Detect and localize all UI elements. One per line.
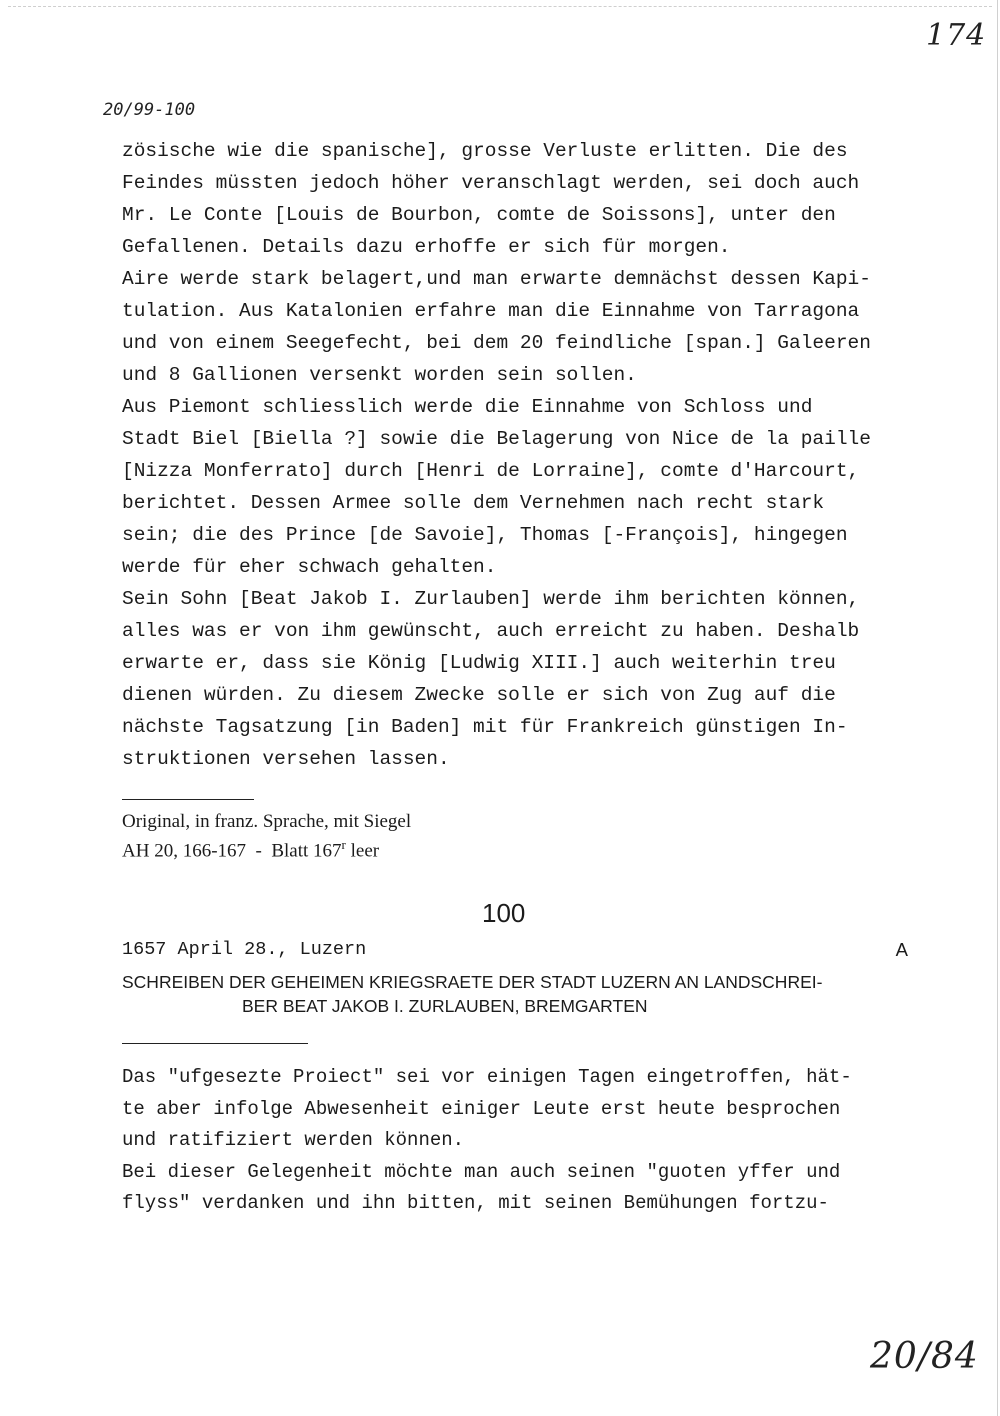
text-line: und 8 Gallionen versenkt worden sein sollen. bbox=[122, 364, 637, 386]
text-line: dienen würden. Zu diesem Zwecke solle er sich von Zug auf die bbox=[122, 684, 836, 706]
summary-paragraph bbox=[122, 135, 922, 775]
scan-edge-top bbox=[8, 6, 992, 8]
text-line: erwarte er, dass sie König [Ludwig XIII.] auch weiterhin treu bbox=[122, 652, 836, 674]
text-line: werde für eher schwach gehalten. bbox=[122, 556, 497, 578]
text-line: struktionen versehen lassen. bbox=[122, 748, 450, 770]
heading-line-1: SCHREIBEN DER GEHEIMEN KRIEGSRAETE DER STADT LUZERN AN LANDSCHREI- bbox=[122, 972, 823, 992]
scan-edge-right bbox=[997, 0, 998, 1416]
source-archive-ref: AH 20, 166-167 - Blatt 167 bbox=[122, 840, 342, 862]
text-line: und ratifiziert werden können. bbox=[122, 1129, 465, 1151]
text-line: Sein Sohn [Beat Jakob I. Zurlauben] werde ihm berichten können, bbox=[122, 588, 860, 610]
text-line: zösische wie die spanische], grosse Verluste erlitten. Die des bbox=[122, 140, 848, 162]
text-line: tulation. Aus Katalonien erfahre man die Einnahme von Tarragona bbox=[122, 300, 860, 322]
text-line: sein; die des Prince [de Savoie], Thomas [-François], hingegen bbox=[122, 524, 848, 546]
text-line: Mr. Le Conte [Louis de Bourbon, comte de Soissons], unter den bbox=[122, 204, 836, 226]
separator-rule bbox=[122, 1043, 308, 1044]
source-leer: leer bbox=[345, 840, 380, 862]
source-note bbox=[122, 810, 412, 862]
dateline bbox=[122, 938, 908, 962]
summary-paragraph-2 bbox=[122, 1062, 922, 1220]
recto-superscript: r bbox=[341, 837, 346, 852]
separator-rule bbox=[122, 799, 254, 800]
text-line: und von einem Seegefecht, bei dem 20 feindliche [span.] Galeeren bbox=[122, 332, 871, 354]
text-line: Bei dieser Gelegenheit möchte man auch seinen "guoten yffer und bbox=[122, 1160, 841, 1183]
text-line: nächste Tagsatzung [in Baden] mit für Frankreich günstigen In- bbox=[122, 716, 848, 738]
text-line: Aire werde stark belagert,und man erwarte demnächst dessen Kapi- bbox=[122, 268, 871, 290]
document-letter: A bbox=[895, 939, 908, 960]
text-line: Das "ufgesezte Proiect" sei vor einigen Tagen eingetroffen, hät- bbox=[122, 1066, 852, 1088]
text-line: [Nizza Monferrato] durch [Henri de Lorraine], comte d'Harcourt, bbox=[122, 460, 860, 482]
text-line: Gefallenen. Details dazu erhoffe er sich für morgen. bbox=[122, 236, 731, 258]
reference-number: 20/99-100 bbox=[103, 100, 196, 120]
text-line: flyss" verdanken und ihn bitten, mit seinen Bemühungen fortzu- bbox=[122, 1192, 829, 1214]
source-line-1: Original, in franz. Sprache, mit Siegel bbox=[122, 811, 412, 832]
text-line: Feindes müssten jedoch höher veranschlagt werden, sei doch auch bbox=[122, 172, 860, 194]
text-line: Aus Piemont schliesslich werde die Einnahme von Schloss und bbox=[122, 396, 813, 418]
text-line: te aber infolge Abwesenheit einiger Leute erst heute besprochen bbox=[122, 1097, 841, 1120]
document-number: 100 bbox=[482, 898, 526, 928]
text-line: alles was er von ihm gewünscht, auch erreicht zu haben. Deshalb bbox=[122, 620, 860, 642]
text-line: berichtet. Dessen Armee solle dem Vernehmen nach recht stark bbox=[122, 492, 825, 514]
document-heading bbox=[122, 970, 822, 1018]
date-place: 1657 April 28., Luzern bbox=[122, 939, 367, 960]
handwritten-folio-top: 174 bbox=[926, 18, 987, 53]
handwritten-folio-bottom: 20/84 bbox=[870, 1336, 979, 1377]
source-line-2 bbox=[122, 833, 411, 862]
text-line: Stadt Biel [Biella ?] sowie die Belagerung von Nice de la paille bbox=[122, 428, 871, 450]
heading-line-2: BER BEAT JAKOB I. ZURLAUBEN, BREMGARTEN bbox=[242, 996, 648, 1016]
